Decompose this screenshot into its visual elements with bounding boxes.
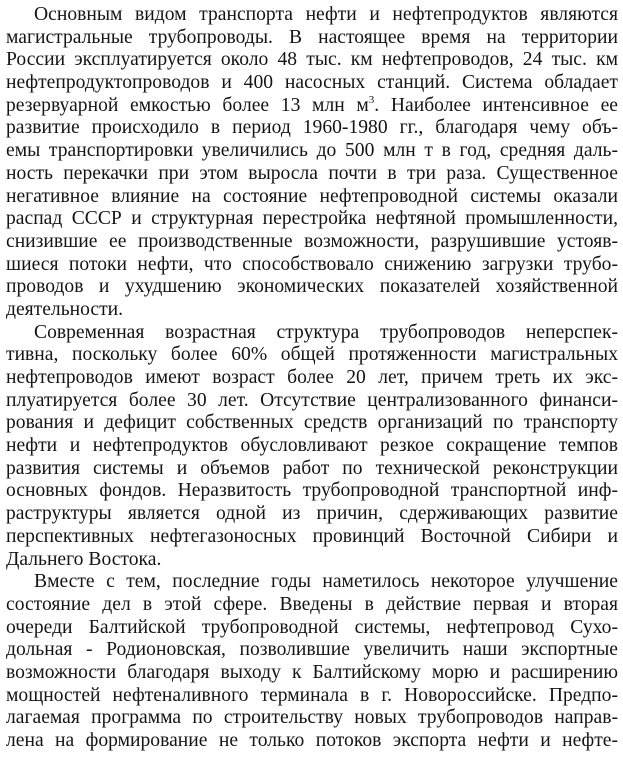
text-line: состояние дел в этой сфере. Введены в действие первая и вторая [6,593,618,615]
text-line: шиеся потоки нефти, что способствовало снижению загрузки трубо- [6,253,618,275]
text-line-with-superscript [6,95,618,118]
text-line: очереди Балтийской трубопроводной системы, нефтепровод Сухо- [6,616,618,638]
text-fragment: резервуарной емкостью более 13 млн м [6,94,369,116]
text-line: перспективных нефтегазоносных провинций Восточной Сибири и [6,525,618,547]
text-fragment: . Наиболее интенсивное ее [374,94,618,116]
paragraph-3 [6,571,618,753]
text-line: Вместе с тем, последние годы наметилось некоторое улучшение [34,571,618,593]
paragraph-2 [6,322,618,572]
text-line: возможности благодаря выходу к Балтийскому морю и расширению [6,661,618,683]
paragraph-1 [6,4,618,322]
text-line: плуатируется более 30 лет. Отсутствие централизованного финанси- [6,389,618,411]
text-line: раструктуры является одной из причин, сдерживающих развитие [6,503,618,525]
text-line: развития системы и объемов работ по технической реконструкции [6,457,618,479]
text-line: распад СССР и структурная перестройка нефтяной промышленности, [6,208,618,230]
text-line: России эксплуатируется около 48 тыс. км нефтепроводов, 24 тыс. км [6,49,618,71]
text-line: мощностей нефтеналивного терминала в г. Новороссийске. Предпо- [6,684,618,706]
text-line: магистральные трубопроводы. В настоящее время на территории [6,26,618,48]
text-line: Основным видом транспорта нефти и нефтепродуктов являются [34,4,618,25]
superscript: 3 [368,93,375,106]
text-line: Современная возрастная структура трубопроводов неперспек- [34,321,618,343]
text-line: емы транспортировки увеличились до 500 млн т в год, средняя даль- [6,140,618,162]
text-line: основных фондов. Неразвитость трубопроводной транспортной инф- [6,480,618,502]
text-line: дольная - Родионовская, позволившие увеличить наши экспортные [6,639,618,661]
text-line: тивна, поскольку более 60% общей протяженности магистральных [6,344,618,366]
text-line: нефти и нефтепродуктов обусловливают резкое сокращение темпов [6,435,618,457]
text-line: деятельности. [6,298,124,320]
text-line: негативное влияние на состояние нефтепроводной системы оказали [6,185,618,207]
text-line: лагаемая программа по строительству новых трубопроводов направ- [6,707,618,729]
text-line: лена на формирование не только потоков экспорта нефти и нефте- [6,730,618,751]
text-line: проводов и ухудшению экономических показателей хозяйственной [6,276,618,298]
text-line: развитие происходило в период 1960-1980 гг., благодаря чему объ- [6,117,618,139]
text-line: нефтепроводов имеют возраст более 20 лет, причем треть их экс- [6,367,618,388]
text-line: рования и дефицит собственных средств организаций по транспорту [6,412,618,434]
text-line: снизившие ее производственные возможности, разрушившие устояв- [6,230,618,252]
text-line: Дальнего Востока. [6,548,162,570]
text-line: ность перекачки при этом выросла почти в три раза. Существенное [6,162,618,184]
text-line: нефтепродуктопроводов и 400 насосных станций. Система обладает [6,72,618,94]
document-body [6,4,618,753]
